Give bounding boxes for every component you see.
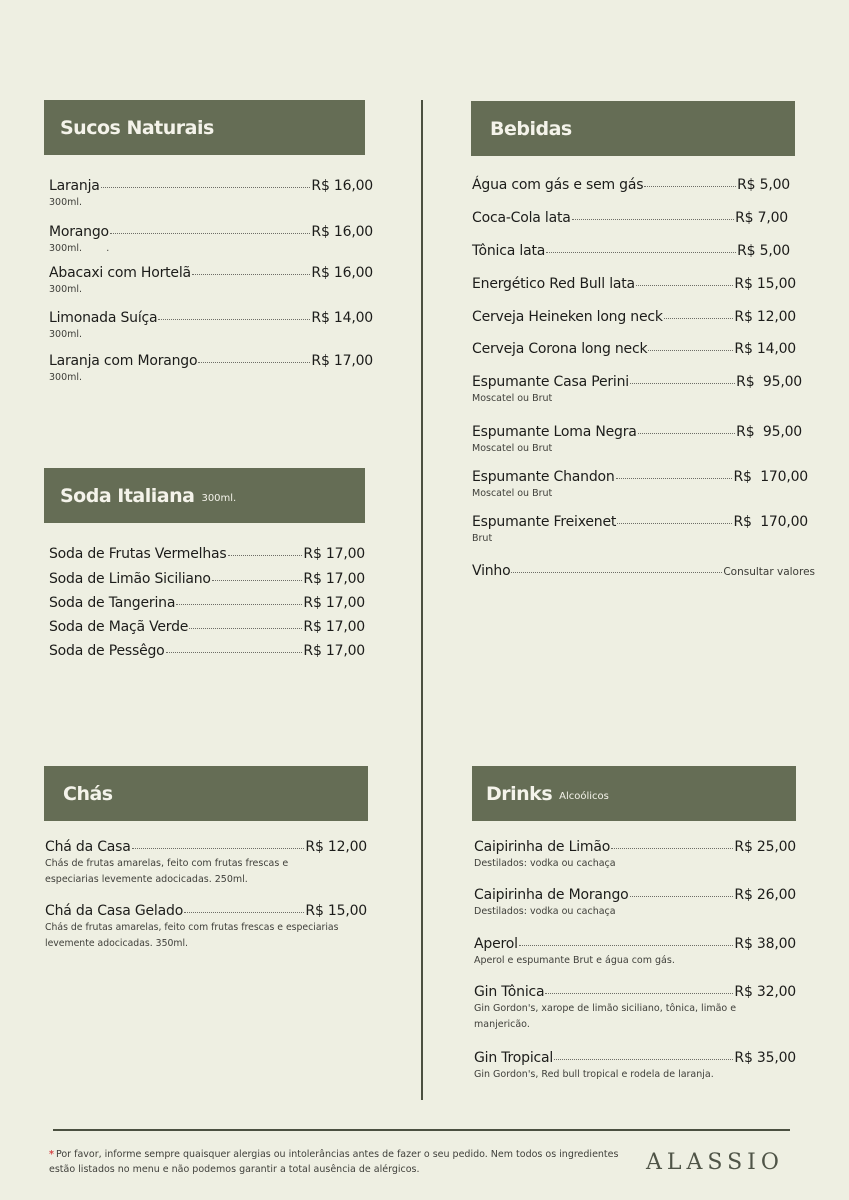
item-name: Gin Tônica [474,984,545,1000]
leader-dots [664,317,734,319]
allergy-notice-text: Por favor, informe sempre quaisquer alergias ou intolerâncias antes de fazer o seu pedido. Nem todos os ingredientes estão listados no menu e não podemos garantir a total ausência de alérgicos. [49,1149,619,1175]
leader-dots [638,432,736,434]
menu-item [472,514,808,547]
item-description: Destilados: vodka ou cachaça [474,858,616,869]
menu-item [49,353,373,386]
section-title: Soda Italiana [60,484,195,507]
item-name: Caipirinha de Limão [474,839,611,855]
item-name: Soda de Maçã Verde [49,619,189,635]
leader-dots [189,627,302,629]
section-header-drinks [472,766,796,821]
menu-item [474,1050,796,1083]
item-name: Laranja com Morango [49,353,198,369]
item-price: R$ 26,00 [734,887,796,903]
item-name: Espumante Loma Negra [472,424,637,440]
item-name: Cerveja Heineken long neck [472,309,663,325]
item-price: R$ 17,00 [303,643,365,659]
leader-dots [101,186,311,188]
section-subtitle: 300ml. [201,492,237,504]
section-header-bebidas [471,101,795,156]
menu-item [472,469,808,502]
item-price: R$ 5,00 [737,243,790,259]
item-name: Chá da Casa Gelado [45,903,184,919]
leader-dots [636,284,733,286]
item-description: 300ml. [49,197,83,208]
leader-dots [228,554,303,556]
item-description: 300ml. . [49,243,110,254]
item-name: Cerveja Corona long neck [472,341,648,357]
item-description: Brut [472,533,493,544]
leader-dots [132,847,305,849]
item-description: 300ml. [49,284,83,295]
item-price: R$ 16,00 [311,224,373,240]
menu-item [472,210,788,226]
leader-dots [554,1058,733,1060]
item-price: R$ 95,00 [736,374,802,390]
menu-item [474,936,796,969]
footer-divider [53,1129,790,1131]
section-header-sucos-naturais [44,100,365,155]
menu-item [49,595,365,611]
column-divider [421,100,423,1100]
item-name: Soda de Tangerina [49,595,176,611]
item-name: Energético Red Bull lata [472,276,635,292]
item-price: R$ 14,00 [734,341,796,357]
item-name: Soda de Frutas Vermelhas [49,546,227,562]
menu-item [472,309,796,325]
item-name: Espumante Casa Perini [472,374,629,390]
leader-dots [616,477,733,479]
item-name: Limonada Suíça [49,310,158,326]
menu-item [472,243,790,259]
leader-dots [519,944,734,946]
item-description: Moscatel ou Brut [472,393,553,404]
item-description: 300ml. [49,372,83,383]
menu-item [49,619,365,635]
item-price: R$ 16,00 [311,265,373,281]
menu-item [49,310,373,343]
item-name: Caipirinha de Morango [474,887,629,903]
item-name: Soda de Pessêgo [49,643,165,659]
item-price: R$ 17,00 [303,546,365,562]
leader-dots [611,847,733,849]
leader-dots [158,318,310,320]
menu-item [472,276,796,292]
item-name: Aperol [474,936,518,952]
item-price: R$ 95,00 [736,424,802,440]
asterisk-icon: * [49,1149,54,1160]
item-price: R$ 17,00 [311,353,373,369]
leader-dots [184,911,304,913]
menu-item [49,265,373,298]
leader-dots [648,349,733,351]
item-name: Espumante Freixenet [472,514,617,530]
menu-item [472,177,790,193]
item-price: R$ 17,00 [303,619,365,635]
item-price: R$ 15,00 [734,276,796,292]
item-name: Espumante Chandon [472,469,615,485]
section-title: Bebidas [490,117,572,140]
item-price: R$ 14,00 [311,310,373,326]
menu-item [474,984,796,1032]
alassio-logo: ALASSIO [646,1150,784,1175]
menu-item [49,224,373,257]
menu-item [472,424,802,457]
item-name: Soda de Limão Siciliano [49,571,211,587]
item-price: R$ 38,00 [734,936,796,952]
section-header-chas [44,766,368,821]
item-name: Laranja [49,178,100,194]
item-name: Água com gás e sem gás [472,177,644,193]
item-price: R$ 170,00 [733,469,808,485]
leader-dots [630,382,735,384]
item-price: R$ 5,00 [737,177,790,193]
item-name: Tônica lata [472,243,546,259]
leader-dots [630,895,734,897]
menu-item [49,546,365,562]
item-name: Abacaxi com Hortelã [49,265,191,281]
item-price: R$ 12,00 [305,839,367,855]
allergy-notice [49,1147,619,1177]
item-price: R$ 7,00 [735,210,788,226]
item-name: Chá da Casa [45,839,131,855]
menu-item [472,563,815,579]
item-price: R$ 15,00 [305,903,367,919]
item-name: Vinho [472,563,511,579]
menu-item [45,903,367,951]
leader-dots [198,361,310,363]
item-description: Moscatel ou Brut [472,488,553,499]
item-price: R$ 170,00 [733,514,808,530]
item-price: R$ 35,00 [734,1050,796,1066]
menu-item [49,178,373,211]
item-price: R$ 25,00 [734,839,796,855]
leader-dots [572,218,734,220]
section-title: Chás [63,782,113,805]
leader-dots [546,251,736,253]
item-price: Consultar valores [723,566,815,578]
section-subtitle: Alcoólicos [559,790,609,802]
section-title: Sucos Naturais [60,116,214,139]
item-description: Gin Gordon's, xarope de limão siciliano, tônica, limão e manjericão. [474,1003,737,1030]
section-title: Drinks [486,782,553,805]
leader-dots [617,522,732,524]
item-name: Coca-Cola lata [472,210,571,226]
item-price: R$ 17,00 [303,595,365,611]
item-description: 300ml. [49,329,83,340]
item-price: R$ 16,00 [311,178,373,194]
leader-dots [545,992,733,994]
leader-dots [644,185,736,187]
item-description: Moscatel ou Brut [472,443,553,454]
menu-item [472,341,796,357]
item-description: Aperol e espumante Brut e água com gás. [474,955,675,966]
menu-item [49,571,365,587]
item-description: Chás de frutas amarelas, feito com frutas frescas e especiarias levemente adocicadas. 350ml. [45,922,339,949]
leader-dots [166,651,303,653]
item-price: R$ 32,00 [734,984,796,1000]
menu-item [474,887,796,920]
item-price: R$ 12,00 [734,309,796,325]
leader-dots [176,603,302,605]
menu-item [472,374,802,407]
leader-dots [511,571,722,573]
menu-item [45,839,367,887]
item-name: Gin Tropical [474,1050,554,1066]
menu-item [49,643,365,659]
menu-item [474,839,796,872]
leader-dots [212,579,303,581]
item-name: Morango [49,224,109,240]
item-description: Gin Gordon's, Red bull tropical e rodela de laranja. [474,1069,714,1080]
item-description: Destilados: vodka ou cachaça [474,906,616,917]
section-header-soda-italiana [44,468,365,523]
leader-dots [110,232,311,234]
item-description: Chás de frutas amarelas, feito com frutas frescas e especiarias levemente adocicadas. 250ml. [45,858,289,885]
leader-dots [192,273,311,275]
item-price: R$ 17,00 [303,571,365,587]
